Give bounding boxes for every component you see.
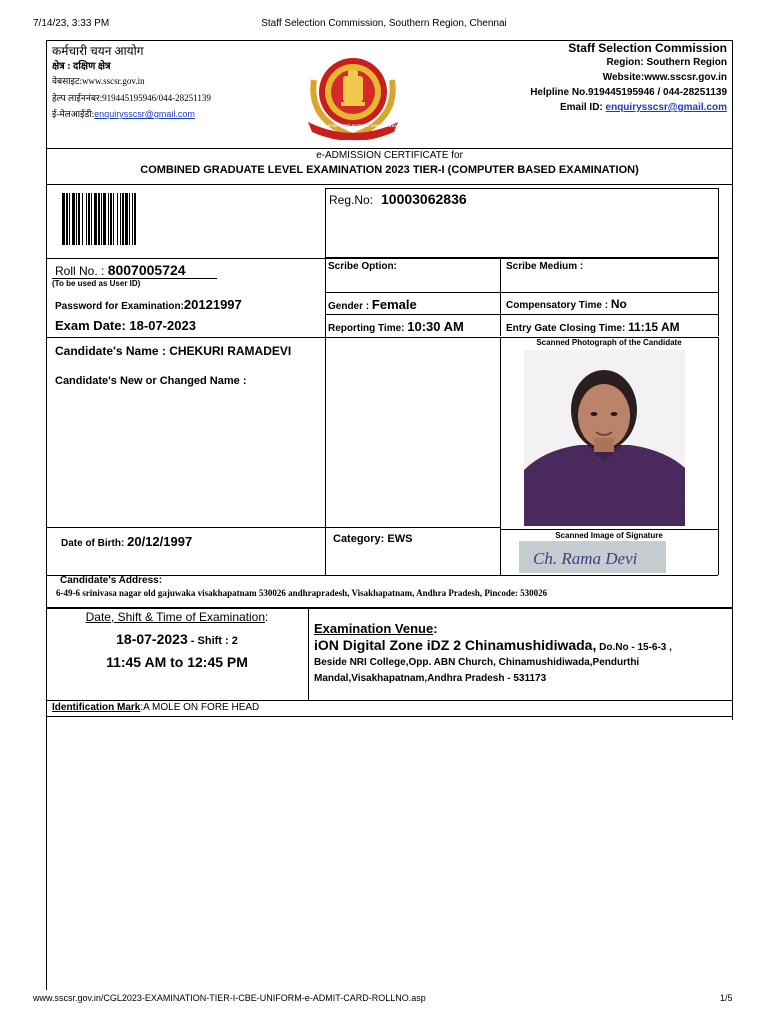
candidate-signature <box>519 541 666 573</box>
venue-address-line-2: Beside NRI College,Opp. ABN Church, Chinamushidiwada,Pendurthi <box>314 657 640 668</box>
venue-address-line-3: Mandal,Visakhapatnam,Andhra Pradesh - 531173 <box>314 673 547 684</box>
schedule-label: Date, Shift & Time of Examination: <box>85 610 269 624</box>
gender-value: Female <box>371 297 417 312</box>
reporting-time-value: 10:30 AM <box>407 319 464 334</box>
exam-schedule-date: 18-07-2023 <box>116 631 188 647</box>
password-value: 20121997 <box>183 297 242 312</box>
roll-no-note: (To be used as User ID) <box>52 279 141 288</box>
candidate-photo <box>524 350 685 526</box>
password: Password for Examination:20121997 <box>55 297 242 312</box>
compensatory-time: Compensatory Time : No <box>506 297 627 311</box>
compensatory-time-value: No <box>610 297 627 311</box>
candidate-name-value: CHEKURI RAMADEVI <box>169 344 292 358</box>
certificate-title: COMBINED GRADUATE LEVEL EXAMINATION 2023 TIER-I (COMPUTER BASED EXAMINATION) <box>140 164 639 176</box>
exam-date-value: 18-07-2023 <box>129 318 196 333</box>
gender: Gender : Female <box>328 297 417 312</box>
hindi-helpline: हेल्प लाईननंबर:919445195946/044-28251139 <box>52 93 211 103</box>
frame-left <box>46 40 47 990</box>
category-value: EWS <box>387 533 413 545</box>
certificate-subtitle: e-ADMISSION CERTIFICATE for <box>316 150 463 161</box>
english-website[interactable]: Website:www.sscsr.gov.in <box>602 72 727 83</box>
hindi-email-link[interactable]: enquirysscsr@gmail.com <box>94 109 195 119</box>
identification-mark: Identification Mark:A MOLE ON FORE HEAD <box>52 702 260 713</box>
reg-no-box: Reg.No: 10003062836 <box>325 188 719 258</box>
candidate-name: Candidate's Name : CHEKURI RAMADEVI <box>55 344 292 358</box>
hindi-org: कर्मचारी चयन आयोग <box>52 44 144 58</box>
print-page-count: 1/5 <box>720 993 733 1003</box>
venue-name-line <box>314 637 672 655</box>
ssc-logo <box>300 50 406 140</box>
exam-time: 11:45 AM to 12:45 PM <box>106 654 248 670</box>
roll-no-value: 8007005724 <box>107 262 186 278</box>
address-label: Candidate's Address: <box>60 575 163 586</box>
scribe-option-label: Scribe Option: <box>328 261 397 272</box>
english-helpline: Helpline No.919445195946 / 044-28251139 <box>530 87 727 98</box>
english-org: Staff Selection Commission <box>568 41 727 55</box>
reporting-time: Reporting Time: 10:30 AM <box>328 319 464 334</box>
venue-doorno: Do.No - 15-6-3 , <box>596 642 672 653</box>
address-value: 6-49-6 srinivasa nagar old gajuwaka visakhapatnam 530026 andhrapradesh, Visakhapatnam, Andhra Pradesh, Pincode: 530026 <box>56 588 548 598</box>
english-email-link[interactable]: enquirysscsr@gmail.com <box>605 102 727 113</box>
english-region: Region: Southern Region <box>606 57 727 68</box>
dob-value: 20/12/1997 <box>127 534 193 549</box>
hindi-website: वेबसाइट:www.sscsr.gov.in <box>52 76 145 86</box>
new-name-label: Candidate's New or Changed Name : <box>55 375 247 387</box>
gate-closing-time: Entry Gate Closing Time: 11:15 AM <box>506 320 680 334</box>
signature-script: Ch. Rama Devi <box>533 549 638 568</box>
signature-label: Scanned Image of Signature <box>555 531 663 540</box>
print-page-title: Staff Selection Commission, Southern Region, Chennai <box>261 18 507 29</box>
photo-label: Scanned Photograph of the Candidate <box>536 338 682 347</box>
exam-date: Exam Date: 18-07-2023 <box>55 318 196 333</box>
hindi-website-link[interactable]: www.sscsr.gov.in <box>82 76 145 86</box>
venue-name: iON Digital Zone iDZ 2 Chinamushidiwada, <box>314 637 597 653</box>
roll-no: Roll No. : 8007005724 <box>55 262 186 278</box>
category: Category: EWS <box>333 533 413 545</box>
date-of-birth: Date of Birth: 20/12/1997 <box>61 534 193 549</box>
scribe-medium-label: Scribe Medium : <box>506 261 584 272</box>
exam-date-shift <box>46 631 308 649</box>
gate-closing-time-value: 11:15 AM <box>628 320 680 334</box>
identification-mark-value: :A MOLE ON FORE HEAD <box>140 702 260 713</box>
print-datetime: 7/14/23, 3:33 PM <box>33 18 110 29</box>
english-email: Email ID: enquirysscsr@gmail.com <box>559 102 727 113</box>
barcode <box>60 193 215 245</box>
venue-label: Examination Venue: <box>314 621 438 636</box>
logo-banner-text: STAFF SELECTION COMMISSION <box>328 123 400 128</box>
hindi-region: क्षेत्र : दक्षिण क्षेत्र <box>52 61 111 72</box>
reg-no-value: 10003062836 <box>381 191 467 207</box>
hindi-email: ई-मेलआईडी:enquirysscsr@gmail.com <box>52 109 195 119</box>
exam-shift: - Shift : 2 <box>187 635 238 647</box>
frame-right <box>732 40 733 720</box>
print-url: www.sscsr.gov.in/CGL2023-EXAMINATION-TIER-I-CBE-UNIFORM-e-ADMIT-CARD-ROLLNO.asp <box>33 993 426 1003</box>
